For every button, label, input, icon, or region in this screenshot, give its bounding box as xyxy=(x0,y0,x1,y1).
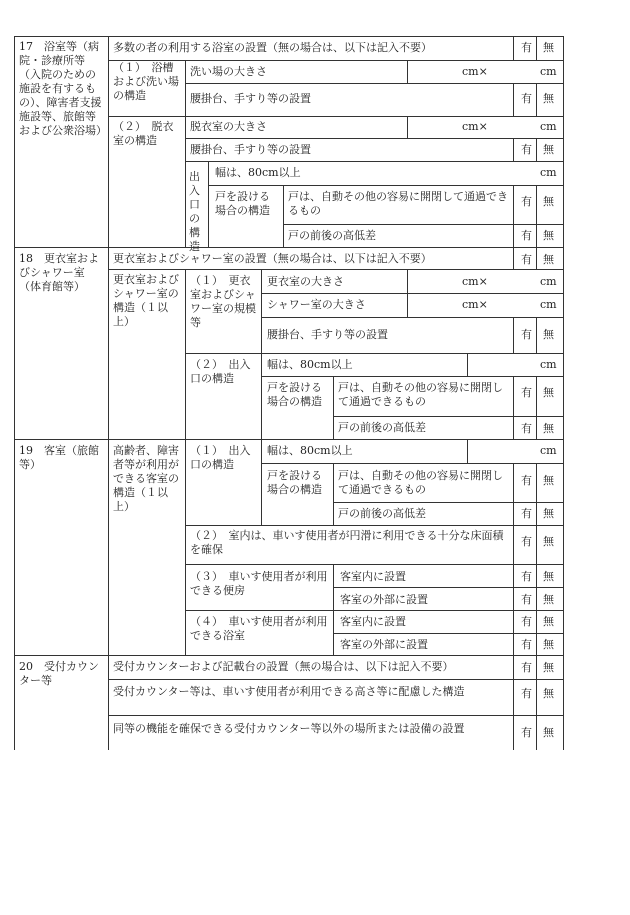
s17-door-step-yes[interactable]: 有 xyxy=(521,229,532,242)
s19-door-sub-label: 戸を設ける場合の構造 xyxy=(267,469,322,496)
rule xyxy=(283,224,563,225)
s19-item3-in-yes[interactable]: 有 xyxy=(521,570,532,583)
s19-item3-out-no[interactable]: 無 xyxy=(543,593,554,606)
s18-room-size-label: 更衣室の大きさ xyxy=(267,275,344,288)
s17-item1-label: （１） 浴槽および洗い場の構造 xyxy=(113,61,179,102)
rule xyxy=(14,247,564,248)
rule xyxy=(185,60,186,247)
rule xyxy=(185,525,563,526)
s17-wash-size-unit2: cm xyxy=(540,65,557,78)
s19-item4-label: （４） 車いす使用者が利用できる浴室 xyxy=(190,615,328,642)
s17-install-yes[interactable]: 有 xyxy=(521,41,532,54)
s17-wash-size-unit: cm× xyxy=(462,65,488,78)
rule xyxy=(108,269,563,270)
s19-struct-label: 高齢者、障害者等が利用ができる客室の構造（１以上） xyxy=(113,444,179,513)
s17-install-no[interactable]: 無 xyxy=(543,41,554,54)
s18-room-size-unit: cm× xyxy=(462,275,488,288)
rule xyxy=(513,83,514,116)
s19-width-unit: cm xyxy=(540,444,557,457)
s20-height-yes[interactable]: 有 xyxy=(521,687,532,700)
s18-install-question: 更衣室およびシャワー室の設置（無の場合は、以下は記入不要） xyxy=(113,252,432,265)
s20-install-question: 受付カウンターおよび記載台の設置（無の場合は、以下は記入不要） xyxy=(113,660,454,673)
s18-bench-yes[interactable]: 有 xyxy=(521,328,532,341)
s18-door-sub-label: 戸を設ける場合の構造 xyxy=(267,381,322,408)
rule xyxy=(108,36,109,750)
rule xyxy=(14,36,564,37)
rule xyxy=(283,185,284,247)
s17-wash-bench-yes[interactable]: 有 xyxy=(521,92,532,105)
rule xyxy=(513,463,514,655)
s18-bench-no[interactable]: 無 xyxy=(543,328,554,341)
s19-item3-in-no[interactable]: 無 xyxy=(543,570,554,583)
s18-door-step-no[interactable]: 無 xyxy=(543,422,554,435)
s19-item2-label: （２） 室内は、車いす使用者が円滑に利用できる十分な床面積を確保 xyxy=(190,529,504,556)
s19-item4-in-yes[interactable]: 有 xyxy=(521,615,532,628)
s18-install-no[interactable]: 無 xyxy=(543,253,554,266)
s19-door-step-no[interactable]: 無 xyxy=(543,507,554,520)
s17-wash-bench-label: 腰掛台、手すり等の設置 xyxy=(190,92,311,105)
rule xyxy=(536,185,537,247)
rule xyxy=(185,161,563,162)
rule xyxy=(261,293,563,294)
rule xyxy=(407,116,408,138)
s17-width-label: 幅は、80cm以上 xyxy=(215,166,301,179)
s18-door-auto-label: 戸は、自動その他の容易に開閉して通過できるもの xyxy=(338,381,503,408)
rule xyxy=(14,655,564,656)
rule xyxy=(536,247,537,269)
s20-height-question: 受付カウンター等は、車いす使用者が利用できる高さ等に配慮した構造 xyxy=(113,685,465,698)
rule xyxy=(108,116,563,117)
s19-item3-out-yes[interactable]: 有 xyxy=(521,593,532,606)
rule xyxy=(513,138,514,161)
rule xyxy=(208,185,563,186)
rule xyxy=(513,655,514,750)
s19-width-label: 幅は、80cm以上 xyxy=(267,444,353,457)
s18-door-step-yes[interactable]: 有 xyxy=(521,422,532,435)
s19-item2-no[interactable]: 無 xyxy=(543,535,554,548)
s20-install-no[interactable]: 無 xyxy=(543,661,554,674)
s19-door-auto-yes[interactable]: 有 xyxy=(521,474,532,487)
s19-item3-label: （３） 車いす使用者が利用できる便房 xyxy=(190,570,328,597)
rule xyxy=(563,36,564,750)
s19-door-auto-label: 戸は、自動その他の容易に開閉して通過できるもの xyxy=(338,469,503,496)
rule xyxy=(185,83,563,84)
s20-alt-yes[interactable]: 有 xyxy=(521,726,532,739)
s17-door-auto-yes[interactable]: 有 xyxy=(521,195,532,208)
rule xyxy=(333,416,563,417)
s17-dress-size-unit2: cm xyxy=(540,120,557,133)
s18-door-step-label: 戸の前後の高低差 xyxy=(338,421,426,434)
rule xyxy=(513,247,514,269)
s18-shower-size-label: シャワー室の大きさ xyxy=(267,298,366,311)
rule xyxy=(208,161,209,247)
s19-item4-in-no[interactable]: 無 xyxy=(543,615,554,628)
rule xyxy=(536,317,537,353)
s20-alt-no[interactable]: 無 xyxy=(543,726,554,739)
s20-alt-question: 同等の機能を確保できる受付カウンター等以外の場所または設備の設置 xyxy=(113,722,465,735)
rule xyxy=(108,679,563,680)
s20-height-no[interactable]: 無 xyxy=(543,687,554,700)
s17-door-label: 出入口の構造 xyxy=(189,170,200,253)
s18-shower-size-unit2: cm xyxy=(540,298,557,311)
s17-door-auto-label: 戸は、自動その他の容易に開閉して通過できるもの xyxy=(288,190,508,217)
s17-install-question: 多数の者の利用する浴室の設置（無の場合は、以下は記入不要） xyxy=(113,41,432,54)
rule xyxy=(536,36,537,60)
rule xyxy=(536,376,537,439)
s19-item3-in-label: 客室内に設置 xyxy=(340,570,406,583)
s19-item1-label: （１） 出入口の構造 xyxy=(190,444,251,471)
s17-door-sub-label: 戸を設ける場合の構造 xyxy=(215,190,270,217)
s18-title: 18 更衣室およびシャワー室（体育館等） xyxy=(19,252,99,293)
rule xyxy=(536,83,537,116)
s19-item4-out-yes[interactable]: 有 xyxy=(521,638,532,651)
s18-door-auto-no[interactable]: 無 xyxy=(543,386,554,399)
s18-width-unit: cm xyxy=(540,358,557,371)
rule xyxy=(467,439,468,463)
s17-door-step-no[interactable]: 無 xyxy=(543,229,554,242)
rule xyxy=(185,138,563,139)
rule xyxy=(536,138,537,161)
rule xyxy=(108,715,563,716)
s18-struct-label: 更衣室およびシャワー室の構造（１以上） xyxy=(113,273,179,328)
s17-item2-label: （２） 脱衣室の構造 xyxy=(113,120,174,147)
s17-dress-bench-yes[interactable]: 有 xyxy=(521,143,532,156)
s19-item4-in-label: 客室内に設置 xyxy=(340,615,406,628)
s18-shower-size-unit: cm× xyxy=(462,298,488,311)
rule xyxy=(14,439,564,440)
rule xyxy=(185,439,186,655)
s19-title: 19 客室（旅館等） xyxy=(19,444,99,471)
rule xyxy=(185,269,186,439)
s18-item2-label: （２） 出入口の構造 xyxy=(190,358,251,385)
rule xyxy=(467,353,468,376)
rule xyxy=(261,439,262,525)
s17-width-unit: cm xyxy=(540,166,557,179)
rule xyxy=(261,376,563,377)
s17-wash-size-label: 洗い場の大きさ xyxy=(190,65,267,78)
s19-item4-out-no[interactable]: 無 xyxy=(543,638,554,651)
s17-dress-size-label: 脱衣室の大きさ xyxy=(190,120,267,133)
rule xyxy=(513,36,514,60)
s18-item1-label: （１） 更衣室およびシャワー室の規模等 xyxy=(190,274,256,329)
rule xyxy=(536,463,537,655)
rule xyxy=(513,317,514,353)
rule xyxy=(513,185,514,247)
s18-width-label: 幅は、80cm以上 xyxy=(267,358,353,371)
s17-door-step-label: 戸の前後の高低差 xyxy=(288,229,376,242)
s19-item4-out-label: 客室の外部に設置 xyxy=(340,638,428,651)
s19-door-step-yes[interactable]: 有 xyxy=(521,507,532,520)
s19-item2-yes[interactable]: 有 xyxy=(521,535,532,548)
s19-door-step-label: 戸の前後の高低差 xyxy=(338,507,426,520)
rule xyxy=(407,269,408,317)
rule xyxy=(14,36,15,750)
s18-bench-label: 腰掛台、手すり等の設置 xyxy=(267,328,388,341)
s18-door-auto-yes[interactable]: 有 xyxy=(521,386,532,399)
rule xyxy=(108,60,563,61)
s17-title: 17 浴室等（病院・診療所等（入院のための施設を有するもの）、障害者支援施設等、旅館等および公衆浴場） xyxy=(19,40,107,137)
s17-dress-size-unit: cm× xyxy=(462,120,488,133)
s18-room-size-unit2: cm xyxy=(540,275,557,288)
rule xyxy=(333,633,563,634)
rule xyxy=(333,376,334,439)
rule xyxy=(261,269,262,439)
s17-dress-bench-no[interactable]: 無 xyxy=(543,143,554,156)
rule xyxy=(185,610,563,611)
s17-door-auto-no[interactable]: 無 xyxy=(543,195,554,208)
rule xyxy=(333,502,563,503)
rule xyxy=(513,376,514,439)
s17-dress-bench-label: 腰掛台、手すり等の設置 xyxy=(190,143,311,156)
rule xyxy=(333,587,563,588)
rule xyxy=(261,317,563,318)
s20-install-yes[interactable]: 有 xyxy=(521,661,532,674)
rule xyxy=(536,655,537,750)
s18-install-yes[interactable]: 有 xyxy=(521,253,532,266)
rule xyxy=(333,463,334,525)
s17-wash-bench-no[interactable]: 無 xyxy=(543,92,554,105)
s19-item3-out-label: 客室の外部に設置 xyxy=(340,593,428,606)
rule xyxy=(185,564,563,565)
rule xyxy=(185,353,563,354)
rule xyxy=(407,60,408,83)
s20-title: 20 受付カウンター等 xyxy=(19,660,99,687)
rule xyxy=(261,463,563,464)
s19-door-auto-no[interactable]: 無 xyxy=(543,474,554,487)
